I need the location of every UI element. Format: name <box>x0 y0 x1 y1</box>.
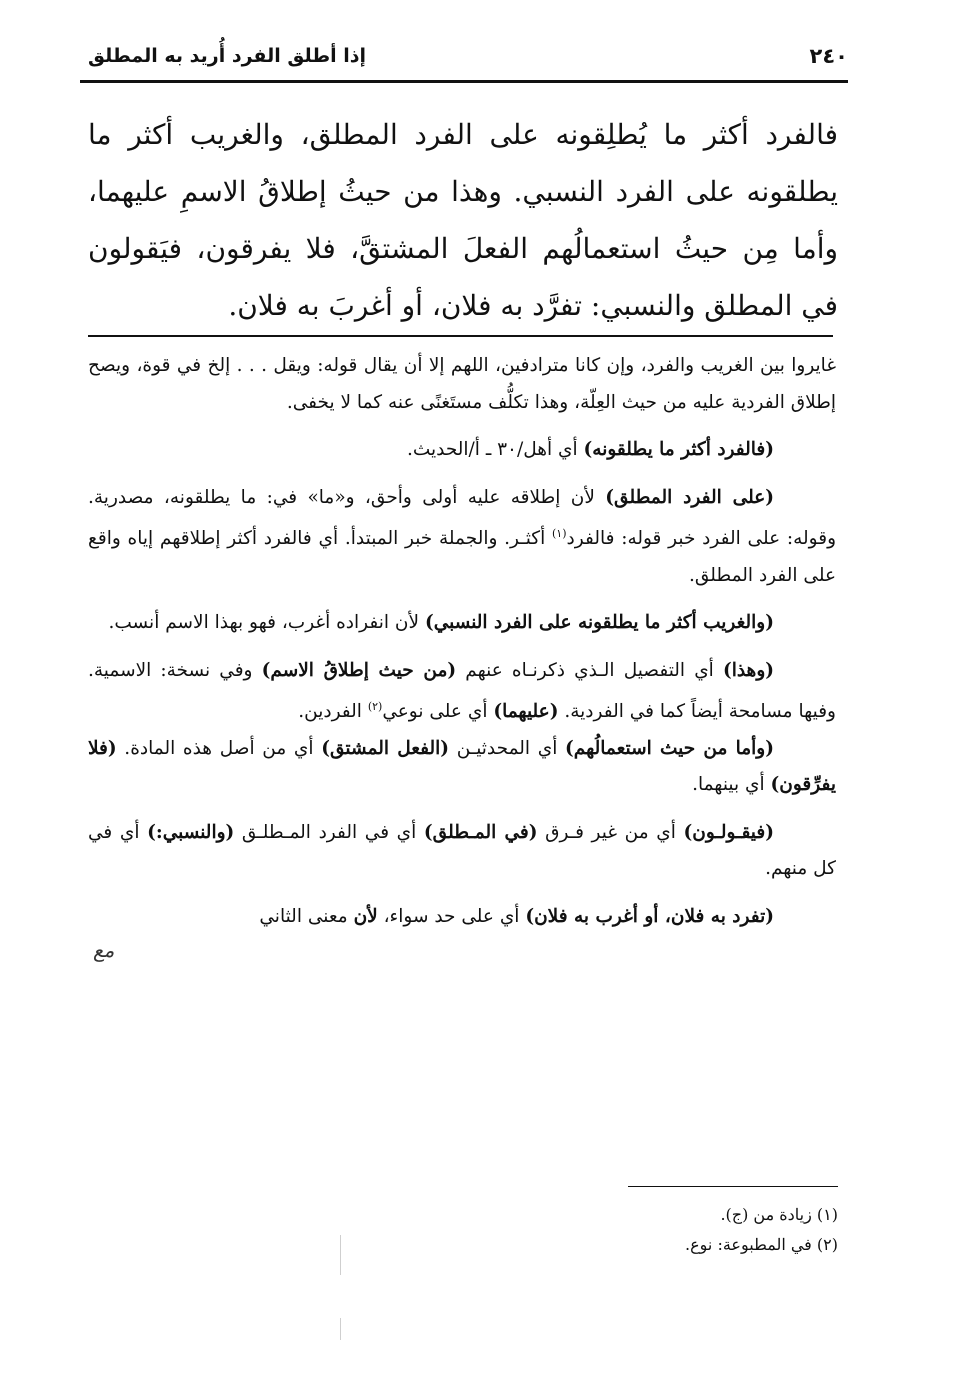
quoted-text: (فلا يفرِّقون) <box>88 737 836 796</box>
quoted-text: (والنسبي:) <box>147 821 235 843</box>
quoted-text: (وهذا) <box>722 659 774 681</box>
commentary-paragraph-4: (والغريب أكثر ما يطلقونه على الفرد النسبي) لأن انفراده أغرب، فهو بهذا الاسم أنسب. <box>108 612 774 634</box>
footnote-2: (٢) في المطبوعة: نوع. <box>685 1235 838 1254</box>
handwritten-margin-mark: ﻣﻊ <box>93 938 115 962</box>
quoted-text: (تفرد به فلان، أو أغرب به فلان) <box>525 905 774 927</box>
commentary-paragraph-8: (تفرد به فلان، أو أغرب به فلان) أي على حد سواء، لأن معنى الثاني <box>259 905 774 927</box>
page-header <box>88 32 848 80</box>
quoted-text: (وأما من حيث استعمالُهم) <box>565 737 774 759</box>
commentary-separator <box>88 335 833 337</box>
quoted-text: (الفعل المشتق) <box>321 737 450 759</box>
quoted-text: (عليهما) <box>493 701 559 723</box>
quoted-text: (فيقـولـون) <box>683 821 774 843</box>
header-rule <box>80 80 848 83</box>
footnotes-separator <box>628 1186 838 1187</box>
main-text <box>88 106 838 334</box>
quoted-text: (في المـطلق) <box>423 821 538 843</box>
quoted-text: (على الفرد المطلق) <box>605 486 774 508</box>
commentary-paragraph-2: (فالفرد أكثر ما يطلقونه) أي أهل/٣٠ ـ أ/الحديث. <box>406 439 774 460</box>
scan-artifact <box>340 1235 341 1275</box>
commentary-paragraph-7: (فيقـولـون) أي من غير فـرق (في المـطلق) أي في الفرد المـطلـق (والنسبي:) أي في كل منهم. <box>88 821 836 880</box>
footnote-ref-2: (٢) <box>367 700 383 714</box>
commentary <box>88 348 836 935</box>
footnote-1: (١) زيادة من (ج). <box>720 1205 838 1224</box>
quoted-text: (فالفرد أكثر ما يطلقونه) <box>583 439 774 460</box>
commentary-paragraph-1: غايروا بين الغريب والفرد، وإن كانا مترادفين، اللهم إلا أن يقال قوله: ويقل . . . إلخ في قوة، ويصح إطلاق الفردية عليه من حيث العِلّة، وهذا تكلُّف مستَغنًى عنه كما لا يخفى. <box>88 355 836 413</box>
quoted-text: لأن <box>353 905 378 927</box>
quoted-text: (والغريب أكثر ما يطلقونه على الفرد النسبي) <box>424 612 774 634</box>
commentary-paragraph-5: (وهذا) أي التفصيل الـذي ذكرنـاه عنهم (من حيث إطلاقُ الاسم) وفي نسخة: الاسمية. وفيها مسامحة أيضاً كما في الفردية. (عليهما) أي على نوعي$^{(٢)}$ الفردين. <box>88 659 836 723</box>
footnote-ref-1: (١) <box>552 527 567 540</box>
main-paragraph: فالفرد أكثر ما يُطلِقونه على الفرد المطلق، والغريب أكثر ما يطلقونه على الفرد النسبي. وهذا من حيثُ إطلاقُ الاسمِ عليهما، وأما مِن حيثُ استعمالُهم الفعلَ المشتقَّ، فلا يفرقون، فيَقولون في المطلق والنسبي: تفرَّد به فلان، أو أغربَ به فلان. <box>88 118 838 322</box>
footnotes <box>540 1200 838 1260</box>
scan-artifact <box>340 1318 341 1340</box>
commentary-paragraph-3: (على الفرد المطلق) لأن إطلاقه عليه أولى وأحق، و«ما» في: ما يطلقونه، مصدرية. وقوله: على الفرد خبر قوله: فالفرد$^{(١)}$ أكثـر. والجملة خبر المبتدأ. أي فالفرد أكثر إطلاقهم إياه واقع على الفرد المطلق. <box>88 486 836 586</box>
page-number: ٢٤٠ <box>809 44 848 68</box>
running-title: إذا أطلق الفرد أُريد به المطلق <box>88 45 367 67</box>
quoted-text: (من حيث إطلاقُ الاسم) <box>261 659 457 681</box>
commentary-paragraph-6: (وأما من حيث استعمالُهم) أي المحدثيـن (الفعل المشتق) أي من أصل هذه المادة. (فلا يفرِّقون) أي بينهما. <box>88 737 836 796</box>
